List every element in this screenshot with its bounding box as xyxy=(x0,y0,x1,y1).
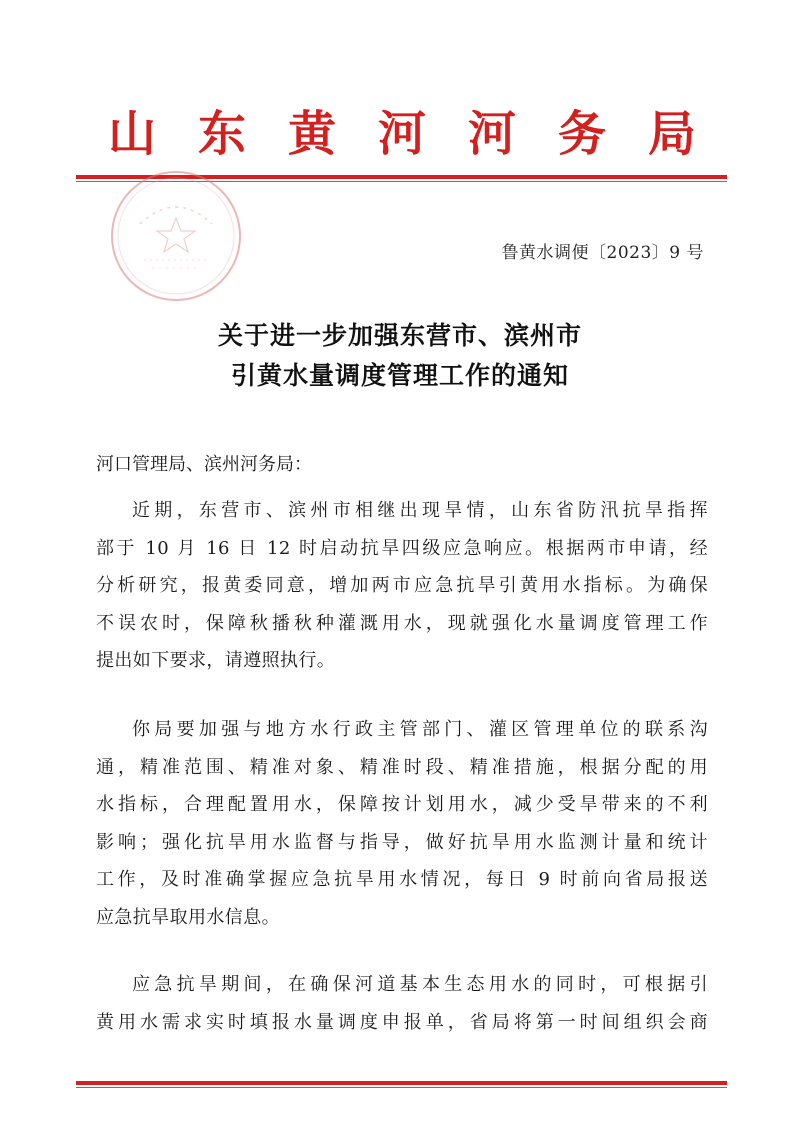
paragraph-line: 分析研究，报黄委同意，增加两市应急抗旱引黄用水指标。为确保 xyxy=(96,575,708,597)
org-name-char: 务 xyxy=(558,106,607,162)
paragraph-line: 应急抗旱取用水信息。 xyxy=(96,906,280,928)
paragraph-line: 应急抗旱期间，在确保河道基本生态用水的同时，可根据引 xyxy=(132,974,708,995)
paragraph-line: 黄用水需求实时填报水量调度申报单，省局将第一时间组织会商 xyxy=(96,1011,708,1033)
org-name-char: 河 xyxy=(468,106,517,162)
paragraph-line: 水指标，合理配置用水，保障按计划用水，减少受旱带来的不利 xyxy=(96,794,708,816)
paragraph-line: 通，精准范围、精准对象、精准时段、精准措施，根据分配的用 xyxy=(96,756,708,778)
body-paragraph xyxy=(96,492,708,680)
body-paragraph xyxy=(96,966,708,1041)
footer-divider xyxy=(76,1081,727,1085)
org-name-char: 河 xyxy=(378,106,427,162)
paragraph-line: 提出如下要求，请遵照执行。 xyxy=(96,650,336,672)
org-masthead xyxy=(0,104,800,170)
paragraph-line: 近期，东营市、滨州市相继出现旱情，山东省防汛抗旱指挥 xyxy=(132,500,708,521)
footer-divider-thin xyxy=(76,1087,727,1088)
document-title-line-2: 引黄水量调度管理工作的通知 xyxy=(230,361,569,390)
document-title-line-1: 关于进一步加强东营市、滨州市 xyxy=(217,321,582,350)
official-seal-icon xyxy=(108,168,244,304)
org-name-char: 东 xyxy=(198,106,247,162)
org-name-char: 黄 xyxy=(288,106,337,162)
document-number: 鲁黄水调便〔2023〕9 号 xyxy=(501,243,704,263)
org-name-char: 山 xyxy=(108,106,157,162)
paragraph-line: 工作，及时准确掌握应急抗旱用水情况，每日 9 时前向省局报送 xyxy=(96,869,708,891)
org-name-char: 局 xyxy=(648,106,697,162)
paragraph-line: 你局要加强与地方水行政主管部门、灌区管理单位的联系沟 xyxy=(132,719,708,740)
paragraph-line: 部于 10 月 16 日 12 时启动抗旱四级应急响应。根据两市申请，经 xyxy=(96,537,708,559)
addressee: 河口管理局、滨州河务局： xyxy=(96,454,312,475)
body-paragraph xyxy=(96,711,708,937)
paragraph-line: 影响；强化抗旱用水监督与指导，做好抗旱用水监测计量和统计 xyxy=(96,831,708,853)
paragraph-line: 不误农时，保障秋播秋种灌溉用水，现就强化水量调度管理工作 xyxy=(96,612,708,634)
